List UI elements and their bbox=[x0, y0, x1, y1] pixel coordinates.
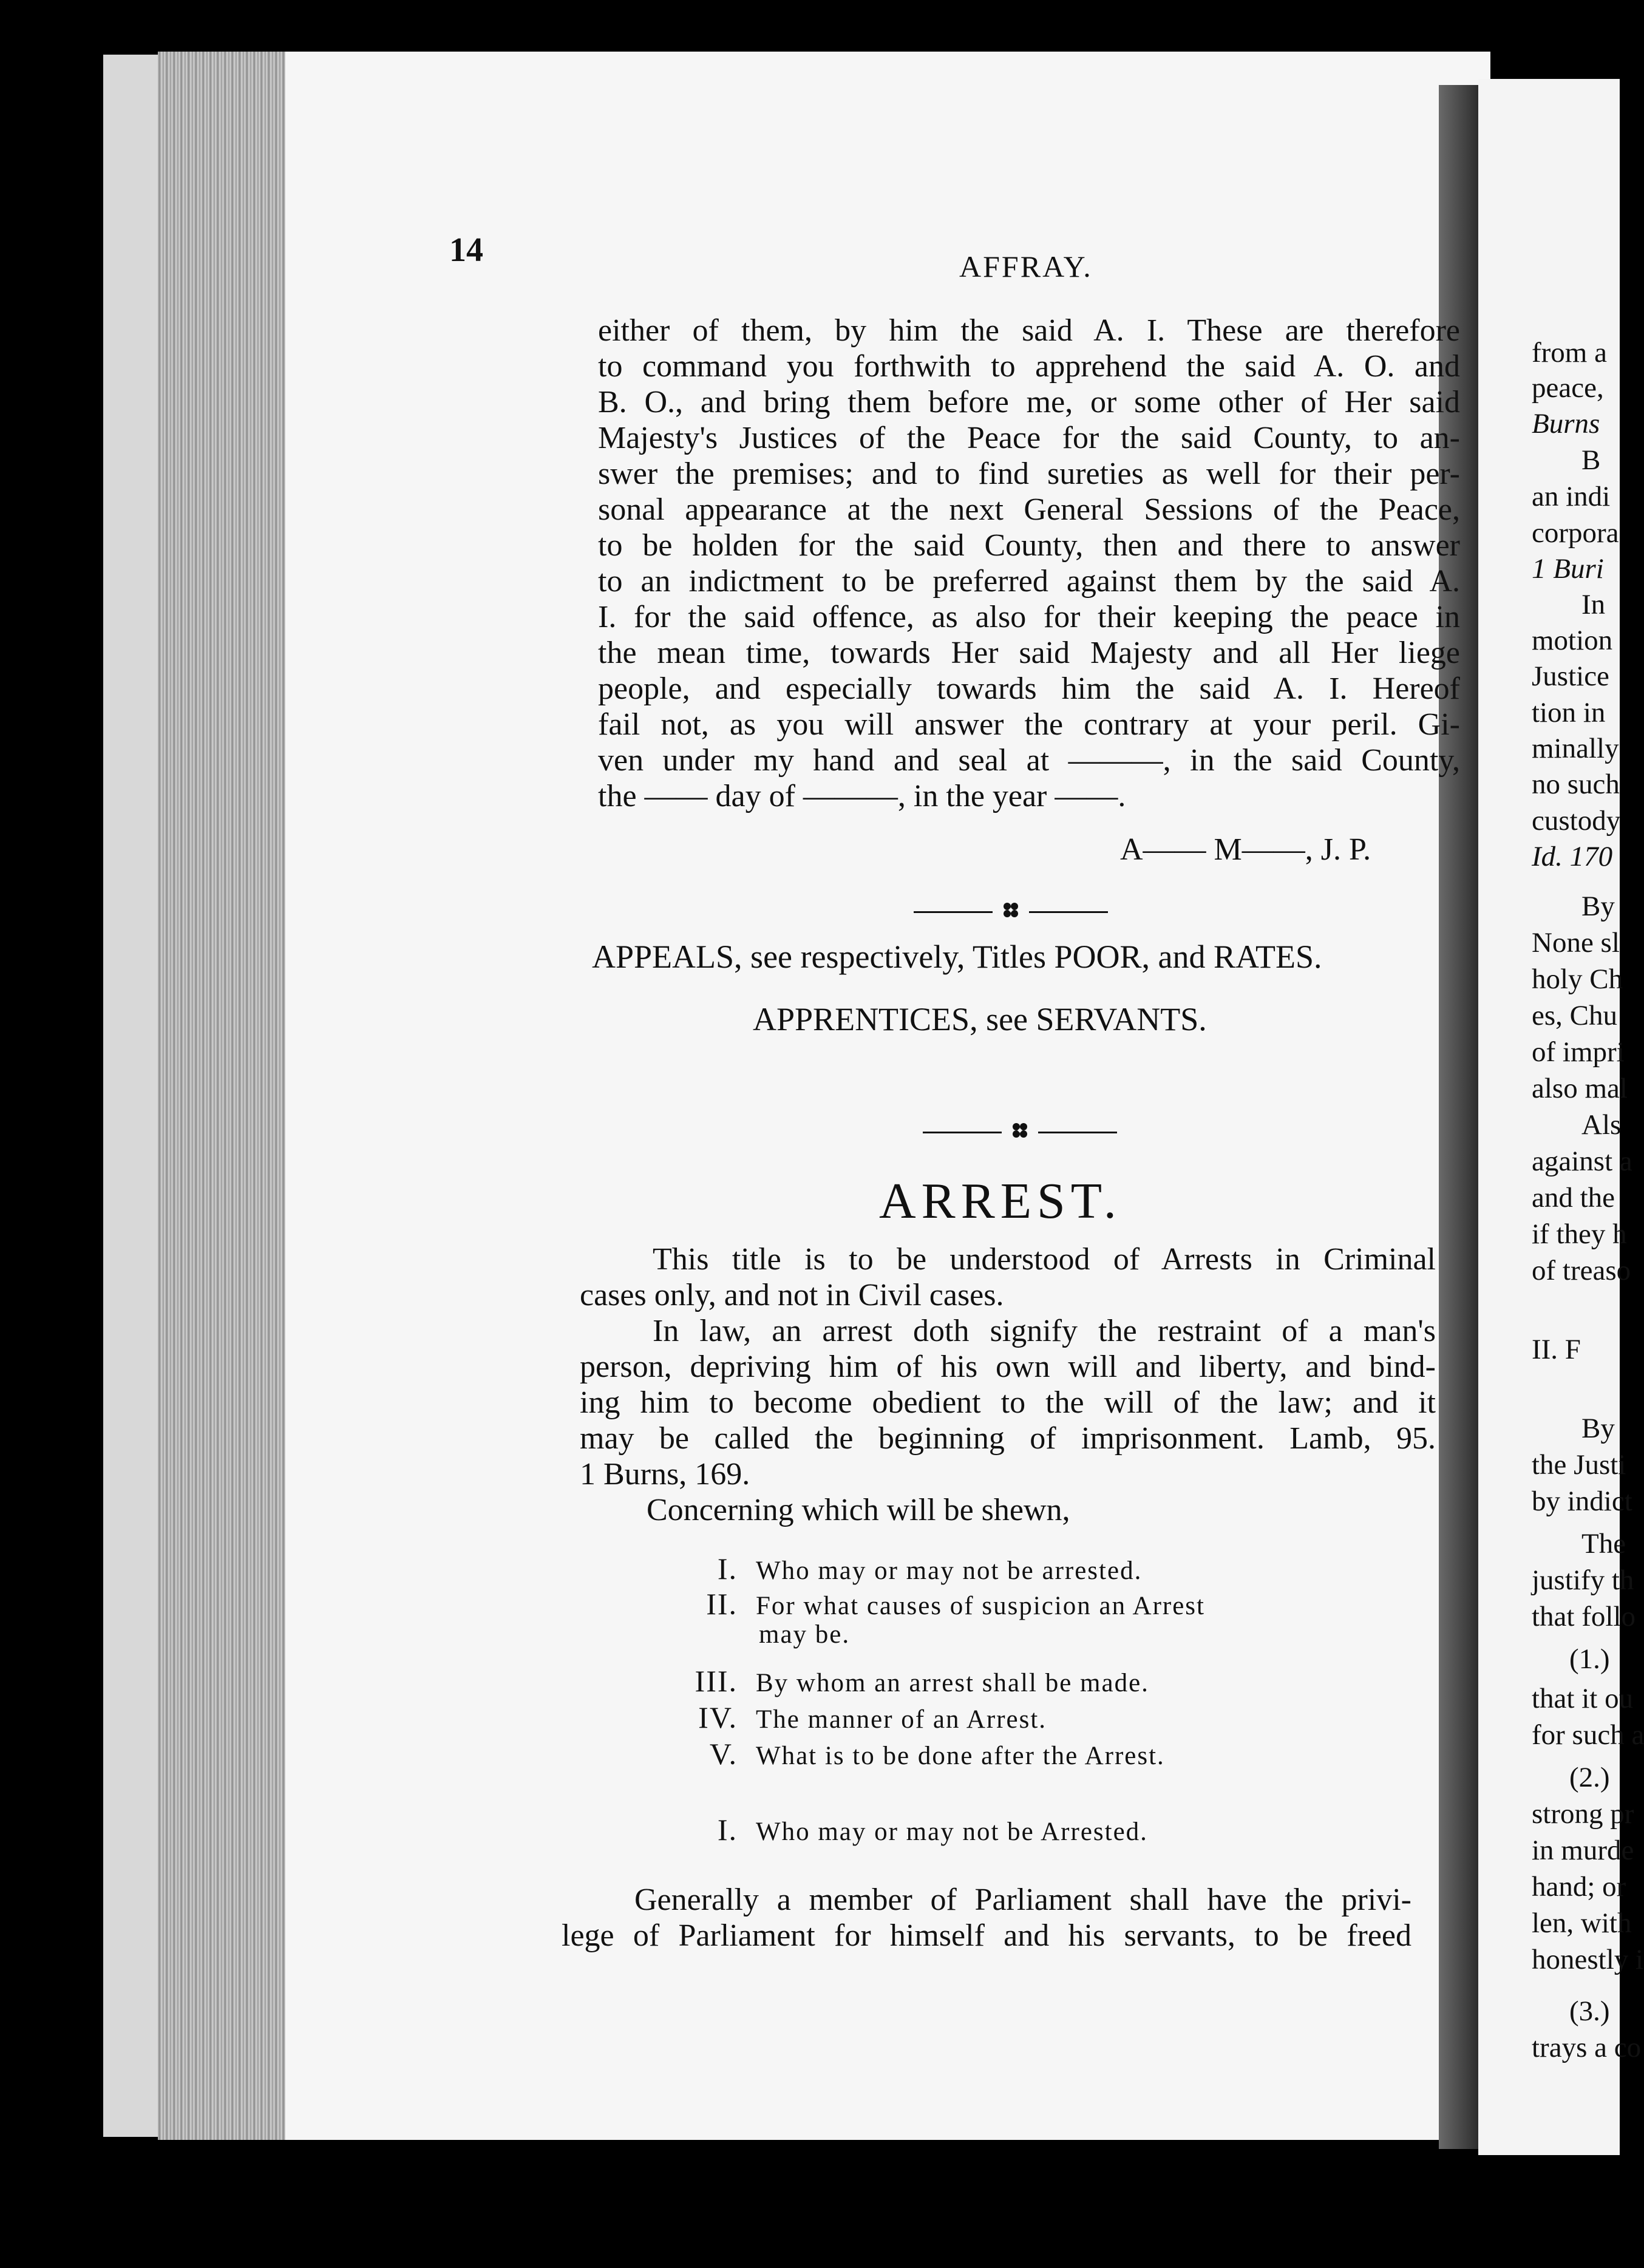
facing-line: (3.) bbox=[1569, 1995, 1610, 2027]
page-number: 14 bbox=[449, 231, 483, 269]
facing-line: for such a bbox=[1532, 1719, 1644, 1751]
text-line: either of them, by him the said A. I. These are therefore bbox=[598, 313, 1460, 348]
text-line: the —— day of ———, in the year ——. bbox=[598, 779, 1126, 813]
text-line: to an indictment to be preferred against them by the said A. bbox=[598, 564, 1460, 599]
facing-line: that follo bbox=[1532, 1601, 1636, 1632]
facing-line: hand; or bbox=[1532, 1871, 1626, 1903]
facing-line: B bbox=[1581, 444, 1601, 476]
facing-line: an indi bbox=[1532, 481, 1611, 512]
section-title: Who may or may not be Arrested. bbox=[756, 1818, 1148, 1846]
text-line: swer the premises; and to find sureties as well for their per- bbox=[598, 457, 1460, 491]
facing-line: minally bbox=[1532, 733, 1619, 764]
facing-line: trays a co bbox=[1532, 2032, 1642, 2063]
contents-item bbox=[759, 1620, 850, 1649]
section-heading bbox=[637, 1812, 1148, 1847]
warrant-paragraph bbox=[598, 313, 1460, 814]
signature-line: A—— M——, J. P. bbox=[1120, 832, 1371, 867]
facing-line: and the bbox=[1532, 1182, 1615, 1214]
facing-line: of impri bbox=[1532, 1036, 1625, 1068]
facing-page bbox=[1478, 79, 1644, 2155]
facing-line: II. F bbox=[1532, 1334, 1581, 1365]
facing-line: The bbox=[1581, 1528, 1626, 1560]
facing-line: by indict bbox=[1532, 1485, 1632, 1517]
text-line: to command you forthwith to apprehend the said A. O. and bbox=[598, 349, 1460, 384]
arrest-intro bbox=[580, 1241, 1436, 1528]
facing-line: justify th bbox=[1532, 1564, 1634, 1596]
text-line: person, depriving him of his own will and liberty, and bind- bbox=[580, 1350, 1436, 1384]
facing-line: peace, bbox=[1532, 372, 1604, 404]
contents-text: Who may or may not be arrested. bbox=[756, 1557, 1143, 1585]
contents-number: II. bbox=[706, 1587, 738, 1621]
text-line: Generally a member of Parliament shall have the privi- bbox=[634, 1883, 1411, 1917]
facing-line: of treaso bbox=[1532, 1255, 1631, 1286]
facing-line: that it ou bbox=[1532, 1683, 1634, 1714]
facing-line: the Justi bbox=[1532, 1449, 1626, 1481]
facing-line: len, with bbox=[1532, 1907, 1632, 1939]
contents-item bbox=[637, 1700, 1047, 1735]
section-divider bbox=[923, 1120, 1117, 1144]
arrest-title: ARREST. bbox=[879, 1173, 1122, 1229]
facing-line: custody bbox=[1532, 805, 1621, 837]
facing-line: from a bbox=[1532, 337, 1607, 368]
facing-line: Als bbox=[1581, 1109, 1622, 1141]
text-line: people, and especially towards him the said A. I. Hereof bbox=[598, 671, 1460, 706]
contents-item bbox=[637, 1586, 1205, 1621]
body-paragraph bbox=[562, 1882, 1411, 1954]
contents-number: V. bbox=[709, 1737, 738, 1771]
book-spine bbox=[103, 55, 158, 2137]
running-head: AFFRAY. bbox=[959, 250, 1093, 284]
contents-number: IV. bbox=[698, 1700, 738, 1734]
facing-line: no such bbox=[1532, 769, 1620, 800]
facing-line: holy Ch bbox=[1532, 963, 1623, 995]
text-line: B. O., and bring them before me, or some other of Her said bbox=[598, 385, 1460, 419]
contents-item bbox=[637, 1663, 1149, 1699]
contents-item bbox=[637, 1736, 1165, 1771]
text-line: I. for the said offence, as also for their keeping the peace in bbox=[598, 600, 1460, 634]
facing-line: (2.) bbox=[1569, 1762, 1610, 1793]
section-divider bbox=[914, 900, 1108, 924]
contents-text: may be. bbox=[759, 1620, 851, 1649]
facing-line: against a bbox=[1532, 1146, 1632, 1177]
text-line: sonal appearance at the next General Sessions of the Peace, bbox=[598, 492, 1460, 527]
contents-number: I. bbox=[717, 1552, 738, 1586]
text-line: 1 Burns, 169. bbox=[580, 1457, 750, 1492]
text-line: the mean time, towards Her said Majesty and all Her liege bbox=[598, 636, 1460, 670]
text-line: This title is to be understood of Arrests in Criminal bbox=[653, 1242, 1436, 1277]
facing-line: honestly i bbox=[1532, 1944, 1644, 1975]
text-line: Majesty's Justices of the Peace for the said County, to an- bbox=[598, 421, 1460, 455]
text-line: In law, an arrest doth signify the restraint of a man's bbox=[653, 1314, 1436, 1348]
contents-text: What is to be done after the Arrest. bbox=[756, 1742, 1165, 1770]
facing-line: strong pr bbox=[1532, 1798, 1634, 1830]
text-line: fail not, as you will answer the contrary at your peril. Gi- bbox=[598, 707, 1460, 742]
text-line: may be called the beginning of imprisonment. Lamb, 95. bbox=[580, 1421, 1436, 1456]
facing-line: es, Chu bbox=[1532, 1000, 1617, 1031]
contents-text: The manner of an Arrest. bbox=[756, 1705, 1047, 1734]
text-line: ven under my hand and seal at ———, in the said County, bbox=[598, 743, 1460, 778]
appeals-cross-reference: APPEALS, see respectively, Titles POOR, and RATES. bbox=[592, 939, 1322, 975]
facing-line: motion bbox=[1532, 625, 1613, 656]
facing-line: Justice bbox=[1532, 660, 1609, 692]
apprentices-cross-reference: APPRENTICES, see SERVANTS. bbox=[753, 1001, 1207, 1037]
contents-number: III. bbox=[695, 1664, 738, 1698]
section-number: I. bbox=[717, 1813, 738, 1847]
facing-line: By bbox=[1581, 1413, 1615, 1444]
text-line: Concerning which will be shewn, bbox=[647, 1493, 1070, 1527]
contents-item bbox=[637, 1551, 1142, 1586]
facing-line: if they h bbox=[1532, 1218, 1627, 1250]
facing-line: Burns bbox=[1532, 408, 1600, 440]
fleuron-icon bbox=[1002, 901, 1020, 919]
text-line: ing him to become obedient to the will of the law; and it bbox=[580, 1385, 1436, 1420]
page-edges bbox=[158, 52, 291, 2140]
fleuron-icon bbox=[1011, 1121, 1029, 1139]
facing-line: tion in bbox=[1532, 697, 1606, 728]
facing-line: also mal bbox=[1532, 1073, 1628, 1104]
facing-line: in murde bbox=[1532, 1835, 1634, 1866]
contents-text: By whom an arrest shall be made. bbox=[756, 1669, 1149, 1697]
facing-line: Id. 170 bbox=[1532, 841, 1613, 872]
text-line: to be holden for the said County, then and there to answer bbox=[598, 528, 1460, 563]
facing-line: By bbox=[1581, 891, 1615, 922]
facing-line: (1.) bbox=[1569, 1643, 1610, 1675]
facing-line: 1 Buri bbox=[1532, 553, 1604, 585]
facing-line: None sl bbox=[1532, 927, 1620, 959]
contents-text: For what causes of suspicion an Arrest bbox=[756, 1592, 1205, 1620]
text-line: cases only, and not in Civil cases. bbox=[580, 1278, 1004, 1312]
facing-line: corpora bbox=[1532, 517, 1619, 549]
text-line: lege of Parliament for himself and his servants, to be freed bbox=[562, 1918, 1411, 1953]
facing-line: In bbox=[1581, 589, 1606, 620]
